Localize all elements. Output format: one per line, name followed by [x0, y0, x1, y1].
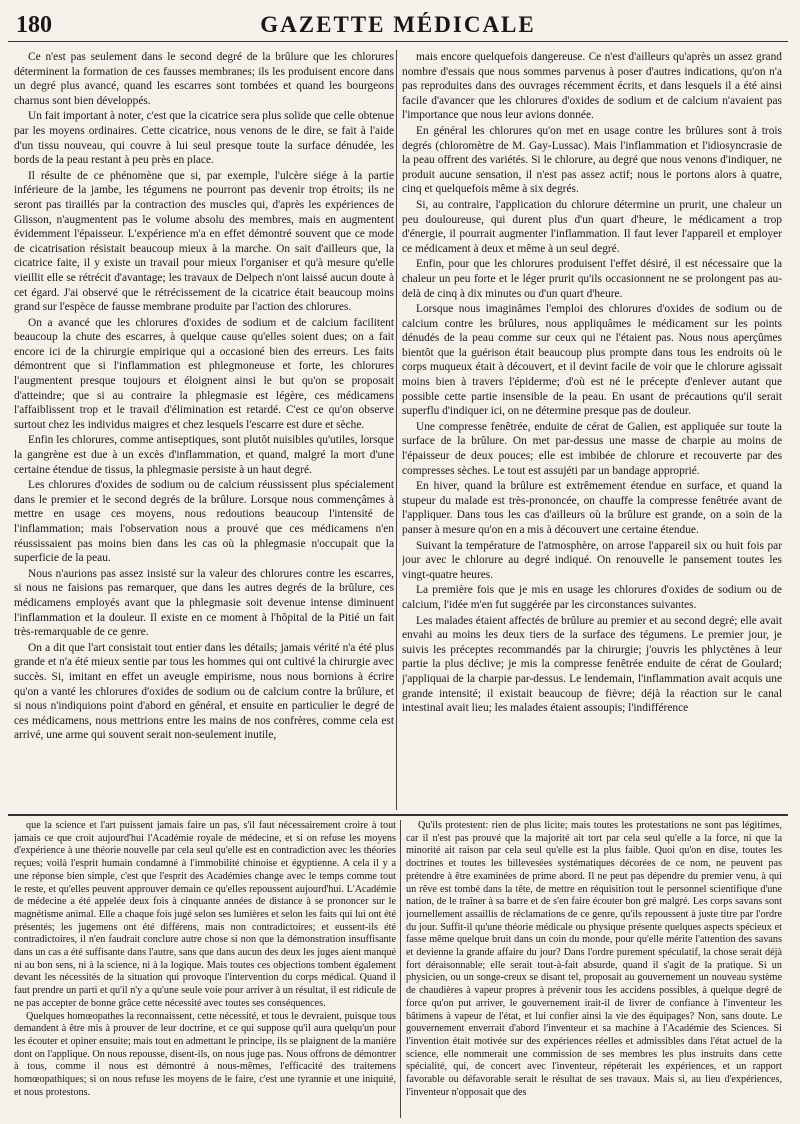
paragraph: Si, au contraire, l'application du chlorure détermine un prurit, une chaleur un peu douloureuse, qui durent plus d'un quart d'heure, le médicament a trop d'énergie, il pourrait augmenter l'inflammation. Il faut lever l'appareil et employer ce médicament à deux et même à un seul degré. [402, 198, 782, 255]
paragraph: La première fois que je mis en usage les chlorures d'oxides de sodium ou de calcium, l'idée m'en fut suggérée par les circonstances suivantes. [402, 584, 782, 611]
paragraph: En général les chlorures qu'on met en usage contre les brûlures sont à trois degrés (chloromètre de M. Gay-Lussac). Mais l'inflammation et l'idiosyncrasie de la peau offrent des variétés. Si le chlorure, au degré que nous venons d'indiquer, ne produit aucune sensation, il n'est pas assez actif; nous le portons alors à quatre, cinq et quelquefois même à six degrés. [402, 124, 782, 196]
feuilleton-column-left [14, 820, 396, 1118]
paragraph: Un fait important à noter, c'est que la cicatrice sera plus solide que celle obtenue par les moyens ordinaires. Cette cicatrice, nous venons de le dire, se fait à l'aide d'un tissu nouveau, qui couvre à lui seul presque toute la surface dénudée, les bords de la peau restant à peu près en place. [14, 110, 394, 167]
column-divider [396, 50, 397, 810]
feuilleton-column-right [406, 820, 782, 1118]
paragraph: Les malades étaient affectés de brûlure au premier et au second degré; elle avait envahi au moins les deux tiers de la surface des tégumens. Le premier jour, je suivis les préceptes recommandés par la chirurgie; j'ouvris les phlyctènes à leur partie la plus déclive; je mis la compresse fenêtrée enduite de cérat de Goulard; j'appliquai de la charpie par-dessus. Le lendemain, l'inflammation avait acquis une grande intensité; il existait beaucoup de fièvre; déjà la réaction sur le canal intestinal avait lieu; les malades étaient assoupis; l'indifférence [402, 614, 782, 715]
paragraph: On a avancé que les chlorures d'oxides de sodium et de calcium facilitent beaucoup la chute des escarres, à quelque cause qu'elles soient dues; on a fait encore ici de la chirurgie empirique qui a occasioné bien des erreurs. Les faits démontrent que si l'inflammation est phlegmoneuse et forte, les chlorures l'augmentent presque toujours et éloignent ainsi le but qu'on se proposait d'atteindre; que si au contraire la phlegmasie est légère, ces médicamens l'affaiblissent trop et le travail d'élimination est retardé. C'est ce qu'on observe surtout chez les individus maigres et chez lesquels l'escarre est dure et sèche. [14, 316, 394, 431]
journal-title: GAZETTE MÉDICALE [260, 12, 536, 37]
main-article [8, 50, 788, 810]
paragraph: que la science et l'art puissent jamais faire un pas, s'il faut nécessairement croire à tout jamais ce que croit aujourd'hui l'Académie royale de médecine, et si on refuse les moyens d'expérience à une théorie nouvelle par cela seul qu'elle est en contradiction avec les théories reçues; voilà l'esprit humain condamné à l'immobilité chinoise et égyptienne. A cela il y a une réponse bien simple, c'est que l'esprit des Académies change avec le temps comme tout le reste, et qu'elles peuvent approuver demain ce qu'elles repoussent aujourd'hui. L'Académie de médecine a été appelée deux fois à cinquante années de distance à se prononcer sur le magnétisme animal. Elle a chaque fois jugé selon ses lumières et selon les faits qui lui ont été présentés; les jugemens ont été différens, mais non contradictoires; et eussent-ils été contradictoires, il n'en faudrait conclure autre chose si non que la démonstration insuffisante dans un cas a été suffisante dans l'autre, sans que dans aucun des deux les juges aient manqué ni au bon sens, ni à la science, ni à la logique. Mais toutes ces objections tombent également devant les nécessités de la situation qui provoque l'intervention du corps médical. Quand il faut prendre un parti et qu'il n'y a qu'une seule voie pour arriver à un résultat, il est ridicule de ne pas accepter de bonne grâce cette nécessité avec toutes ses conséquences. [14, 820, 396, 1009]
paragraph: Lorsque nous imaginâmes l'emploi des chlorures d'oxides de sodium ou de calcium contre les brûlures, nous appliquâmes le médicament sur les points dénudés de la peau comme sur ceux qui ne l'étaient pas. Nous nous aperçûmes bientôt que la guérison était beaucoup plus prompte dans tous les endroits où le corps muqueux était à découvert, et il devint facile de voir que le chlorure agissait moins bien à travers l'épiderme; d'où est né le précepte d'enlever autant que possible cette partie insensible de la peau. En usant de précautions qu'il serait superflu d'indiquer ici, on ne détermine presque pas de douleur. [402, 303, 782, 418]
paragraph: Enfin, pour que les chlorures produisent l'effet désiré, il est nécessaire que la chaleur un peu forte et le léger prurit qu'ils occasionnent ne se prolongent pas au-delà de cinq à dix minutes ou d'un quart d'heure. [402, 258, 782, 300]
section-divider [8, 814, 788, 816]
page-header [8, 8, 788, 42]
feuilleton-section [8, 820, 788, 1118]
paragraph: Il résulte de ce phénomène que si, par exemple, l'ulcère siége à la partie inférieure de la jambe, les tégumens ne pourront pas devenir trop étroits; ils ne seront pas tiraillés par la contraction des muscles qui, d'après les expériences de Glisson, n'augmentent pas le volume absolu des membres, mais en augmentent évidemment l'épaisseur. L'expérience m'a en effet démontré souvent que ce mode de cicatrisation résistait beaucoup mieux à la marche. On sait d'ailleurs que, la cicatrice faite, il y existe un travail pour mieux l'organiser et qu'à mesure qu'elle vieillit elle se rétrécit d'avantage; les travaux de Delpech n'ont laissé aucun doute à cet égard. J'ai observé que le rétrécissement de la cicatrice était beaucoup moins grand sur l'espèce de fausse membrane produite par l'action des chlorures. [14, 169, 394, 314]
paragraph: On a dit que l'art consistait tout entier dans les détails; jamais vérité n'a été plus grande et n'a été mieux sentie par tous les hommes qui ont cultivé la chirurgie avec succès. Si, imitant en effet un aveugle empirisme, nous nous bornions à écrire qu'on a vanté les chlorures d'oxides de sodium ou de calcium contre la brûlure, et si nous n'indiquions point d'abord en général, et ensuite en particulier le degré de ces médicamens, nous mettrions entre les mains de nos confrères, comme cela est arrivé, une arme qui souvent serait non-seulement inutile, [14, 641, 394, 742]
paragraph: Nous n'aurions pas assez insisté sur la valeur des chlorures contre les escarres, si nous ne faisions pas remarquer, que dans les autres degrés de la brûlure, ces médicamens employés avant que la phlegmasie soit devenue intense diminuent l'inflammation et la douleur. Il existe en ce moment à l'hôpital de la Pitié un fait très-remarquable de ce genre. [14, 567, 394, 639]
paragraph: En hiver, quand la brûlure est extrêmement étendue en surface, et quand la stupeur du malade est très-prononcée, on chauffe la compresse fenêtrée avant de l'appliquer. Dans tous les cas d'ailleurs où la brûlure est grande, on a soin de la panser à mesure qu'on en a mis à découvert une certaine étendue. [402, 480, 782, 536]
paragraph: Enfin les chlorures, comme antiseptiques, sont plutôt nuisibles qu'utiles, lorsque la gangrène est due à un excès d'inflammation, et quand, malgré la mort d'une certaine étendue de tissus, la phlegmasie persiste à un haut degré. [14, 434, 394, 476]
paragraph: Suivant la température de l'atmosphère, on arrose l'appareil six ou huit fois par jour avec le chlorure au degré indiqué. On renouvelle le pansement toutes les vingt-quatre heures. [402, 539, 782, 581]
column-divider [400, 820, 401, 1118]
paragraph: Une compresse fenêtrée, enduite de cérat de Galien, est appliquée sur toute la surface de la brûlure. On met par-dessus une masse de charpie au moins de l'épaisseur de deux pouces; elle est imbibée de chlorure et recouverte par des compresses sèches. Le tout est assujéti par un bandage approprié. [402, 420, 782, 477]
article-column-left [14, 50, 394, 810]
paragraph: Ce n'est pas seulement dans le second degré de la brûlure que les chlorures déterminent la formation de ces fausses membranes; ils les produisent encore dans un degré plus avancé, quand les escarres sont tombées et quand les bourgeons charnus sont bien développés. [14, 51, 394, 107]
page-number: 180 [16, 12, 52, 38]
paragraph: Qu'ils protestent: rien de plus licite; mais toutes les protestations ne sont pas légitimes, car il n'est pas prouvé que la majorité ait tort par cela seul qu'elle a la force, ni que la minorité ait raison par cela seul qu'elle est la plus faible. Quoi qu'on en dise, toutes les doctrines et toutes les billevesées systématiques décorées de ce nom, ne peuvent pas prétendre à être examinées de prime abord. Il ne peut pas dépendre du premier venu, à qui un rêve est tombé dans la tête, de mettre en réquisition tout le personnel scientifique d'une nation, de le traîner à sa barre et de s'en faire écouter bon gré malgré. Les corps savans sont journellement assaillis de réclamations de ce genre, qu'ils repoussent à juste titre par l'ordre du jour. Suffit-il qu'une théorie médicale ou physique présente quelques aspects spécieux et fasse même quelque bruit dans un coin du monde, pour qu'elle mérite l'attention des savans et devienne la grande affaire du jour? Dans l'ordre purement spéculatif, la chose serait déjà fort déraisonnable; elle serait tout-à-fait absurde, quand il s'agit de la pratique. Si un physicien, ou un songe-creux se disant tel, proposait au gouvernement un nouveau système de chaudières à vapeur propres à prévenir tous les accidens possibles, à quelque degré de force qu'on put arriver, le gouvernement irait-il de livrer de confiance à l'inventeur les bâtimens à vapeur de l'état, et lui confier ainsi la vie des équipages? Non, sans doute. Le gouvernement enverrait d'abord l'inventeur et sa machine à l'Académie des Sciences. Si l'invention était motivée sur des expériences réelles et admissibles dans l'état actuel de la science, elle nommerait une commission de ses membres les plus instruits dans cette spécialité, qui, de concert avec l'inventeur, répéterait les expériences, et un rapport favorable ou défavorable serait le résultat de ses travaux. Mais si, au lieu d'expériences, l'inventeur n'opposait que des [406, 820, 782, 1098]
paragraph: Les chlorures d'oxides de sodium ou de calcium réussissent plus spécialement dans le premier et le second degrés de la brûlure. Lorsque nous commençâmes à mettre en usage ces moyens, nous redoutions beaucoup l'intensité de l'inflammation; mais l'observation nous a prouvé que ces médicamens n'en réussissaient pas moins bien dans les cas où la phlegmasie n'occupait que la superficie de la peau. [14, 479, 394, 565]
article-column-right [402, 50, 782, 810]
paragraph: Quelques homœopathes la reconnaissent, cette nécessité, et tous le devraient, puisque tous demandent à être mis à prouver de leur doctrine, et ce qui suppose qu'il aura quelqu'un pour les écouter et opiner ensuite; mais tout en admettant le principe, ils se plaignent de la manière dont on l'applique. On nous repousse, disent-ils, on nous juge pas. Nous offrons de démontrer à tous, comme il nous est démontré à nous-mêmes, l'efficacité des traitemens homœopathiques; si on nous refuse les moyens de le faire, c'est une tyrannie et une iniquité, et nous protestons. [14, 1010, 396, 1098]
paragraph: mais encore quelquefois dangereuse. Ce n'est d'ailleurs qu'après un assez grand nombre d'essais que nous sommes parvenus à poser d'autres indications, qu'on n'a pas reproduites dans des ouvrages récemment écrits, et dans lesquels il a été ainsi facile d'avancer que les chlorures d'oxides de sodium et de calcium n'avaient pas l'importance que nous leur avions donnée. [402, 51, 782, 122]
